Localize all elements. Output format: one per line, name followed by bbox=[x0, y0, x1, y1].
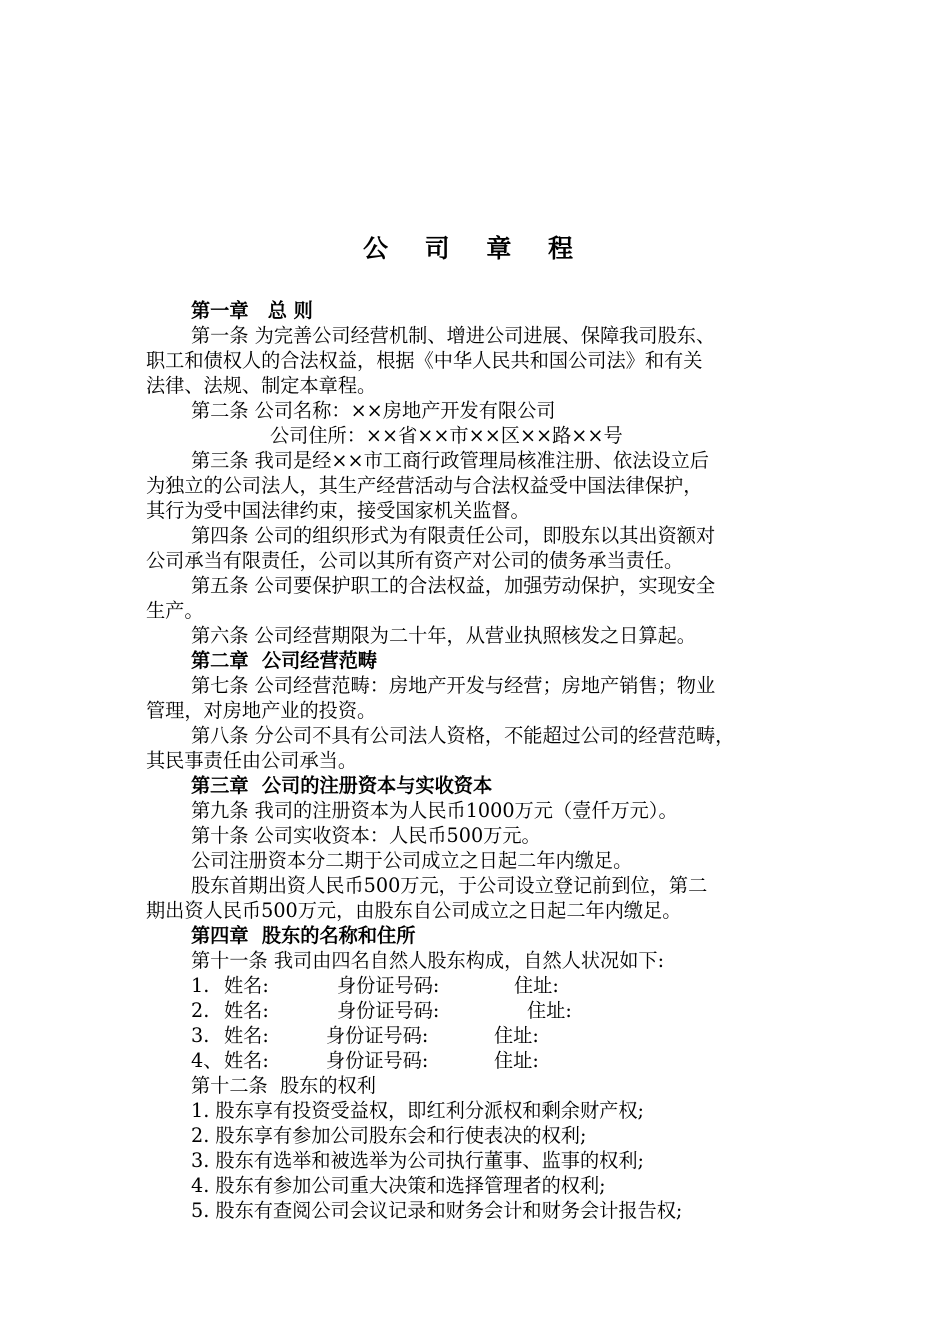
shareholder-name-label: 姓名: bbox=[224, 999, 269, 1022]
article-3-line-3: 其行为受中国法律约束，接受国家机关监督。 bbox=[146, 499, 530, 522]
article-9-line-1: 第九条 我司的注册资本为人民币1000万元（壹仟万元）。 bbox=[191, 799, 678, 822]
right-item: 5. 股东有查阅公司会议记录和财务会计和财务会计报告权; bbox=[191, 1199, 683, 1222]
article-4-line-1: 第四条 公司的组织形式为有限责任公司，即股东以其出资额对 bbox=[191, 524, 716, 547]
chapter-2-heading: 第二章 公司经营范畴 bbox=[191, 649, 378, 672]
shareholder-name-label: 姓名: bbox=[224, 974, 269, 997]
shareholder-id-label: 身份证号码: bbox=[326, 1049, 429, 1072]
shareholder-name-label: 姓名: bbox=[224, 1024, 269, 1047]
article-4-line-2: 公司承当有限责任，公司以其所有资产对公司的债务承当责任。 bbox=[146, 549, 684, 572]
chapter-3-heading: 第三章 公司的注册资本与实收资本 bbox=[191, 774, 493, 797]
shareholder-name-label: 姓名: bbox=[224, 1049, 269, 1072]
article-7-line-2: 管理，对房地产业的投资。 bbox=[146, 699, 377, 722]
chapter-1-heading: 第一章 总 则 bbox=[191, 299, 313, 322]
shareholder-number: 1. bbox=[191, 974, 210, 997]
shareholder-id-label: 身份证号码: bbox=[337, 974, 440, 997]
shareholder-number: 2. bbox=[191, 999, 210, 1022]
article-11-line-1: 第十一条 我司由四名自然人股东构成，自然人状况如下: bbox=[191, 949, 665, 972]
article-12-line-1: 第十二条 股东的权利 bbox=[191, 1074, 376, 1097]
article-10-line-2: 公司注册资本分二期于公司成立之日起二年内缴足。 bbox=[191, 849, 633, 872]
article-5-line-2: 生产。 bbox=[146, 599, 204, 622]
article-8-line-2: 其民事责任由公司承当。 bbox=[146, 749, 358, 772]
right-item: 4. 股东有参加公司重大决策和选择管理者的权利; bbox=[191, 1174, 606, 1197]
shareholder-address-label: 住址: bbox=[514, 974, 559, 997]
right-item: 1. 股东享有投资受益权，即红利分派权和剩余财产权; bbox=[191, 1099, 644, 1122]
article-10-line-4: 期出资人民币500万元，由股东自公司成立之日起二年内缴足。 bbox=[146, 899, 682, 922]
shareholder-address-label: 住址: bbox=[494, 1049, 539, 1072]
right-item: 2. 股东享有参加公司股东会和行使表决的权利; bbox=[191, 1124, 587, 1147]
document-title: 公 司 章 程 bbox=[362, 234, 588, 263]
article-3-line-2: 为独立的公司法人，其生产经营活动与合法权益受中国法律保护， bbox=[146, 474, 703, 497]
article-2-line-1: 第二条 公司名称：××房地产开发有限公司 bbox=[191, 399, 556, 422]
article-10-line-3: 股东首期出资人民币500万元，于公司设立登记前到位，第二 bbox=[191, 874, 708, 897]
chapter-4-heading: 第四章 股东的名称和住所 bbox=[191, 924, 416, 947]
article-5-line-1: 第五条 公司要保护职工的合法权益，加强劳动保护，实现安全 bbox=[191, 574, 716, 597]
article-2-line-2: 公司住所：××省××市××区××路××号 bbox=[270, 424, 623, 447]
article-6-line-1: 第六条 公司经营期限为二十年，从营业执照核发之日算起。 bbox=[191, 624, 696, 647]
article-3-line-1: 第三条 我司是经××市工商行政管理局核准注册、依法设立后 bbox=[191, 449, 709, 472]
shareholder-address-label: 住址: bbox=[527, 999, 572, 1022]
shareholder-number: 3. bbox=[191, 1024, 210, 1047]
article-10-line-1: 第十条 公司实收资本：人民币500万元。 bbox=[191, 824, 541, 847]
shareholder-number: 4、 bbox=[191, 1049, 223, 1072]
article-1-line-3: 法律、法规、制定本章程。 bbox=[146, 374, 377, 397]
shareholder-id-label: 身份证号码: bbox=[326, 1024, 429, 1047]
shareholder-address-label: 住址: bbox=[494, 1024, 539, 1047]
article-1-line-1: 第一条 为完善公司经营机制、增进公司进展、保障我司股东、 bbox=[191, 324, 716, 347]
shareholder-id-label: 身份证号码: bbox=[337, 999, 440, 1022]
right-item: 3. 股东有选举和被选举为公司执行董事、监事的权利; bbox=[191, 1149, 644, 1172]
article-7-line-1: 第七条 公司经营范畴：房地产开发与经营；房地产销售；物业 bbox=[191, 674, 716, 697]
article-8-line-1: 第八条 分公司不具有公司法人资格，不能超过公司的经营范畴， bbox=[191, 724, 735, 747]
article-1-line-2: 职工和债权人的合法权益，根据《中华人民共和国公司法》和有关 bbox=[146, 349, 703, 372]
